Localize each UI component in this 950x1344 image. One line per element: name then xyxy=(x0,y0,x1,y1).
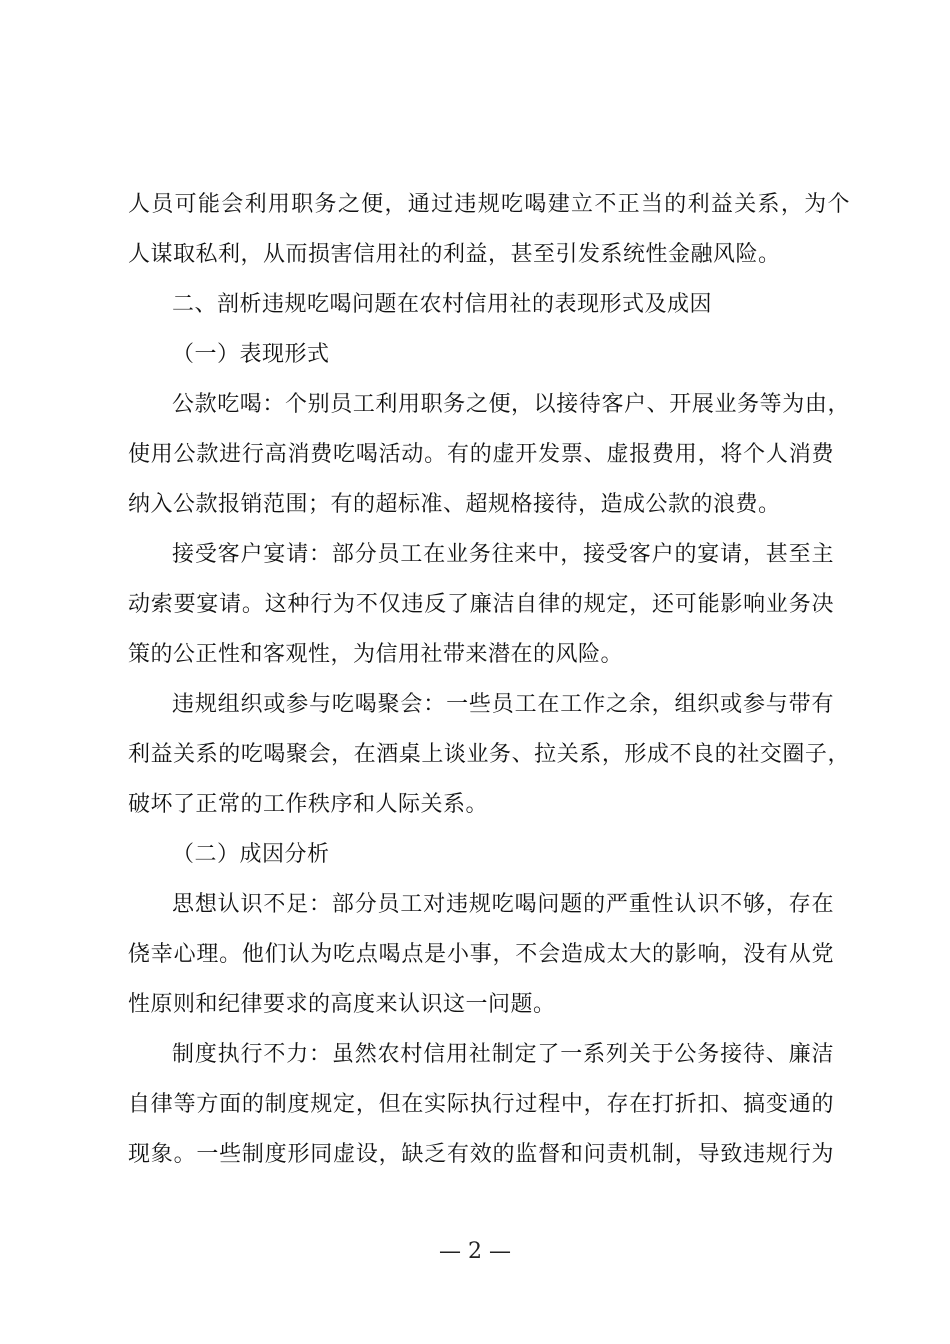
body-text-line: 纳入公款报销范围；有的超标准、超规格接待，造成公款的浪费。 xyxy=(128,492,781,517)
body-text-line: 策的公正性和客观性，为信用社带来潜在的风险。 xyxy=(128,642,624,667)
body-text-line: 接受客户宴请：部分员工在业务往来中，接受客户的宴请，甚至主 xyxy=(172,542,834,567)
body-text-line: 动索要宴请。这种行为不仅违反了廉洁自律的规定，还可能影响业务决 xyxy=(128,592,834,617)
body-text-line: 思想认识不足：部分员工对违规吃喝问题的严重性认识不够，存在 xyxy=(172,892,834,917)
body-text-line: 性原则和纪律要求的高度来认识这一问题。 xyxy=(128,992,556,1017)
body-text-line: 自律等方面的制度规定，但在实际执行过程中，存在打折扣、搞变通的 xyxy=(128,1092,834,1117)
body-text-line: 侥幸心理。他们认为吃点喝点是小事，不会造成太大的影响，没有从党 xyxy=(128,942,834,967)
body-text-line: 破坏了正常的工作秩序和人际关系。 xyxy=(128,792,489,817)
body-text-line: 人员可能会利用职务之便，通过违规吃喝建立不正当的利益关系，为个 xyxy=(128,192,850,217)
body-text-line: 制度执行不力：虽然农村信用社制定了一系列关于公务接待、廉洁 xyxy=(172,1042,834,1067)
subsection-heading: （二）成因分析 xyxy=(172,842,330,867)
body-text-line: 人谋取私利，从而损害信用社的利益，甚至引发系统性金融风险。 xyxy=(128,242,781,267)
page-number: — 2 — xyxy=(439,1239,511,1264)
body-text-line: 公款吃喝：个别员工利用职务之便，以接待客户、开展业务等为由， xyxy=(172,392,850,417)
body-text-line: 利益关系的吃喝聚会，在酒桌上谈业务、拉关系，形成不良的社交圈子， xyxy=(128,742,850,767)
body-text-line: 现象。一些制度形同虚设，缺乏有效的监督和问责机制，导致违规行为 xyxy=(128,1142,834,1167)
section-heading: 二、剖析违规吃喝问题在农村信用社的表现形式及成因 xyxy=(172,292,713,317)
body-text-line: 违规组织或参与吃喝聚会：一些员工在工作之余，组织或参与带有 xyxy=(172,692,834,717)
body-text-line: 使用公款进行高消费吃喝活动。有的虚开发票、虚报费用，将个人消费 xyxy=(128,442,834,467)
subsection-heading: （一）表现形式 xyxy=(172,342,330,367)
